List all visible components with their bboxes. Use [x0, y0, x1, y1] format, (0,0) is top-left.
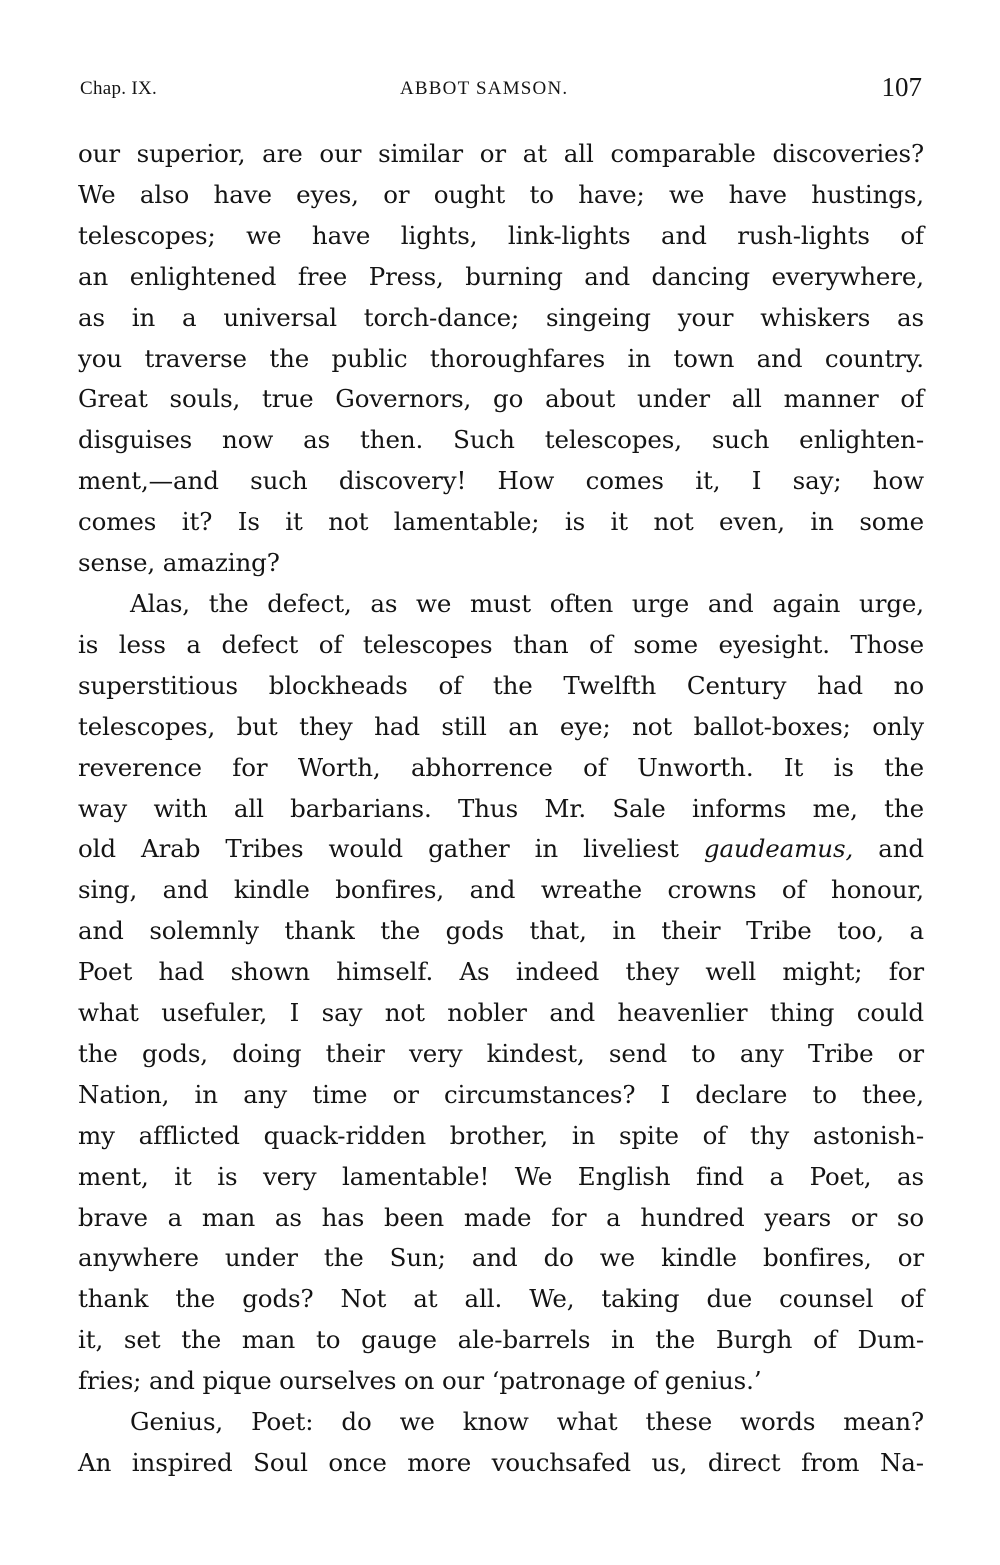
text-line: an enlightened free Press, burning and dancing everywhere, — [78, 261, 924, 291]
text-line: way with all barbarians. Thus Mr. Sale informs me, the — [78, 793, 924, 823]
text-line: it, set the man to gauge ale-barrels in the Burgh of Dum- — [78, 1325, 924, 1355]
text-line: Great souls, true Governors, go about under all manner of — [78, 384, 924, 414]
paragraph-end-line: fries; and pique ourselves on our ‘patronage of genius.’ — [78, 1366, 762, 1396]
text-line: telescopes, but they had still an eye; not ballot-boxes; only — [78, 711, 924, 741]
text-line: my afflicted quack-ridden brother, in spite of thy astonish- — [78, 1120, 924, 1150]
text-line: and solemnly thank the gods that, in their Tribe too, a — [78, 916, 924, 946]
text-line: our superior, are our similar or at all comparable discoveries? — [78, 139, 924, 168]
line-segment: and — [853, 834, 924, 864]
text-line: superstitious blockheads of the Twelfth Century had no — [78, 670, 924, 700]
text-line: thank the gods? Not at all. We, taking due counsel of — [78, 1284, 924, 1314]
paragraph-start-line: Genius, Poet: do we know what these words mean? — [130, 1407, 924, 1437]
running-head — [80, 72, 922, 102]
text-line: We also have eyes, or ought to have; we have hustings, — [78, 179, 924, 209]
text-line: sing, and kindle bonfires, and wreathe crowns of honour, — [78, 875, 924, 905]
line-segment: old Arab Tribes would gather in liveliest — [78, 834, 704, 864]
text-line: anywhere under the Sun; and do we kindle bonfires, or — [78, 1243, 924, 1273]
text-line-with-italic — [78, 829, 924, 870]
text-line: comes it? Is it not lamentable; is it not even, in some — [78, 507, 924, 537]
text-line: disguises now as then. Such telescopes, such enlighten- — [78, 425, 924, 455]
paragraph-end-line: sense, amazing? — [78, 548, 280, 578]
running-title: ABBOT SAMSON. — [400, 78, 569, 99]
body-text — [78, 134, 924, 1484]
text-line: ment,—and such discovery! How comes it, I say; how — [78, 466, 924, 496]
text-line: the gods, doing their very kindest, send to any Tribe or — [78, 1038, 924, 1068]
text-line: Poet had shown himself. As indeed they well might; for — [78, 957, 924, 987]
text-line: telescopes; we have lights, link-lights and rush-lights of — [78, 220, 924, 250]
italic-term-gaudeamus: gaudeamus, — [703, 834, 854, 864]
text-line: brave a man as has been made for a hundred years or so — [78, 1202, 924, 1232]
chapter-label: Chap. IX. — [80, 78, 158, 99]
text-line: reverence for Worth, abhorrence of Unworth. It is the — [78, 752, 924, 782]
paragraph-start-line: Alas, the defect, as we must often urge and again urge, — [130, 588, 924, 618]
text-line: is less a defect of telescopes than of some eyesight. Those — [78, 629, 924, 659]
page-number: 107 — [881, 72, 922, 102]
text-line: you traverse the public thoroughfares in town and country. — [78, 343, 924, 373]
text-line: what usefuler, I say not nobler and heavenlier thing could — [78, 998, 924, 1028]
text-line: as in a universal torch-dance; singeing your whiskers as — [78, 302, 924, 332]
text-line: Nation, in any time or circumstances? I declare to thee, — [78, 1079, 924, 1109]
text-line: ment, it is very lamentable! We English find a Poet, as — [78, 1161, 924, 1191]
text-line: An inspired Soul once more vouchsafed us, direct from Na- — [78, 1448, 924, 1477]
